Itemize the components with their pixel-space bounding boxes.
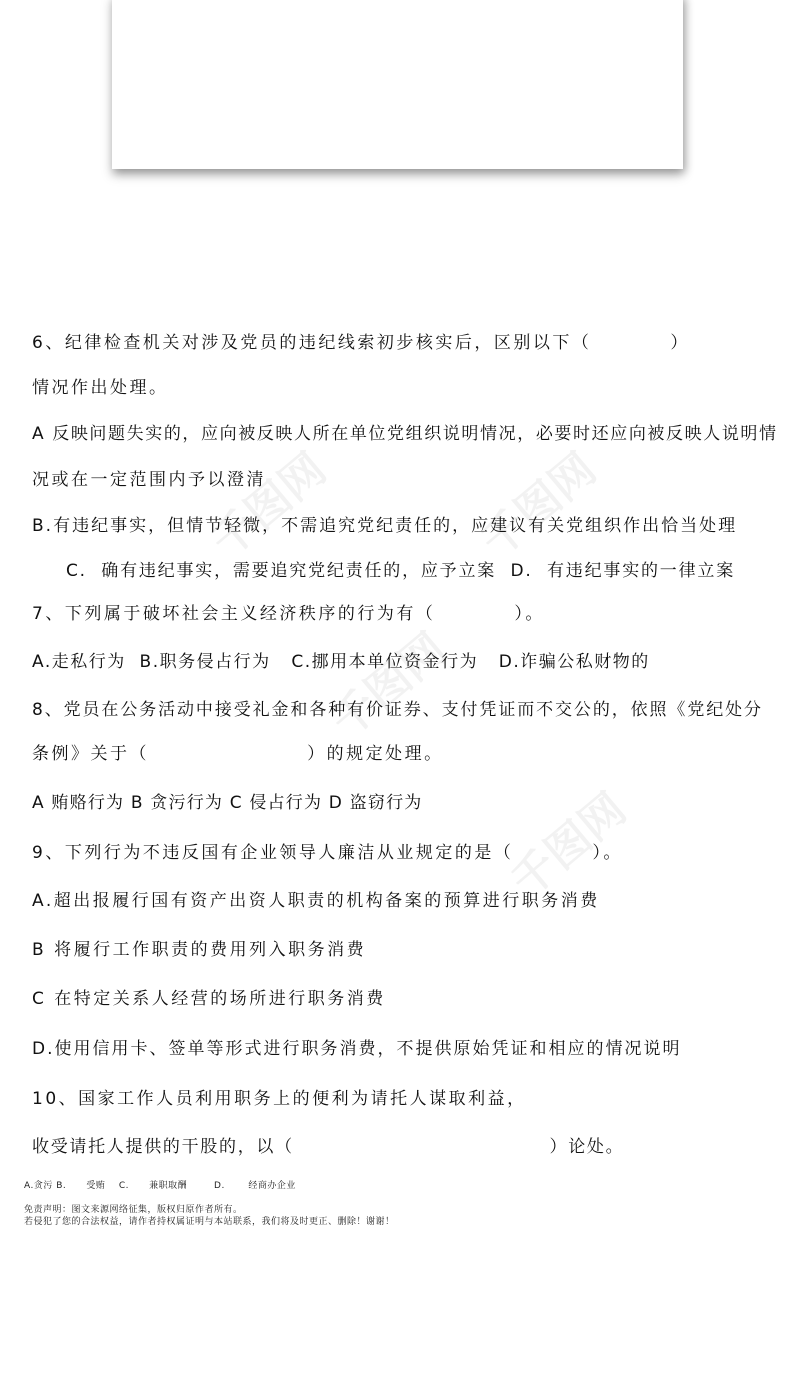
question-10-stem: 10、国家工作人员利用职务上的便利为请托人谋取利益， xyxy=(32,1089,527,1109)
watermark: 千图网 xyxy=(321,623,456,748)
watermark: 千图网 xyxy=(471,443,606,568)
question-6-option-cd: C. 确有违纪事实，需要追究党纪责任的，应予立案 D. 有违纪事实的一律立案 xyxy=(66,561,735,581)
question-6-option-a-cont: 况或在一定范围内予以澄清 xyxy=(32,470,266,490)
question-6-stem: 6、纪律检查机关对涉及党员的违纪线索初步核实后，区别以下（ ） xyxy=(32,333,690,353)
question-9-stem: 9、下列行为不违反国有企业领导人廉洁从业规定的是（ ）。 xyxy=(32,843,623,863)
question-9-option-c: C 在特定关系人经营的场所进行职务消费 xyxy=(32,989,386,1009)
disclaimer-line-2: 若侵犯了您的合法权益，请作者持权属证明与本站联系，我们将及时更正、删除！谢谢！ xyxy=(24,1217,395,1227)
disclaimer-line-1: 免责声明：图文来源网络征集，版权归原作者所有。 xyxy=(24,1205,243,1215)
question-9-option-d: D.使用信用卡、签单等形式进行职务消费，不提供原始凭证和相应的情况说明 xyxy=(32,1039,682,1059)
question-9-option-b: B 将履行工作职责的费用列入职务消费 xyxy=(32,940,367,960)
question-6-option-a: A 反映问题失实的，应向被反映人所在单位党组织说明情况，必要时还应向被反映人说明情 xyxy=(32,424,778,444)
question-8-stem-cont: 条例》关于（ ）的规定处理。 xyxy=(32,744,444,764)
question-10-stem-cont: 收受请托人提供的干股的，以（ ）论处。 xyxy=(32,1137,625,1157)
question-8-options: A 贿赂行为 B 贪污行为 C 侵占行为 D 盗窃行为 xyxy=(32,793,423,813)
question-10-options: A.贪污 B. 受贿 C. 兼职取酬 D. 经商办企业 xyxy=(24,1181,296,1191)
question-7-stem: 7、下列属于破坏社会主义经济秩序的行为有（ ）。 xyxy=(32,604,545,624)
watermark: 千图网 xyxy=(201,443,336,568)
question-6-stem-cont: 情况作出处理。 xyxy=(32,378,169,398)
question-8-stem: 8、党员在公务活动中接受礼金和各种有价证券、支付凭证而不交公的，依照《党纪处分 xyxy=(32,700,763,720)
paper-sheet-preview xyxy=(112,0,683,169)
watermark: 千图网 xyxy=(501,783,636,908)
question-9-option-a: A.超出报履行国有资产出资人职责的机构备案的预算进行职务消费 xyxy=(32,891,600,911)
question-6-option-b: B.有违纪事实，但情节轻微，不需追究党纪责任的，应建议有关党组织作出恰当处理 xyxy=(32,516,738,536)
question-7-options: A.走私行为 B.职务侵占行为 C.挪用本单位资金行为 D.诈骗公私财物的 xyxy=(32,652,650,672)
